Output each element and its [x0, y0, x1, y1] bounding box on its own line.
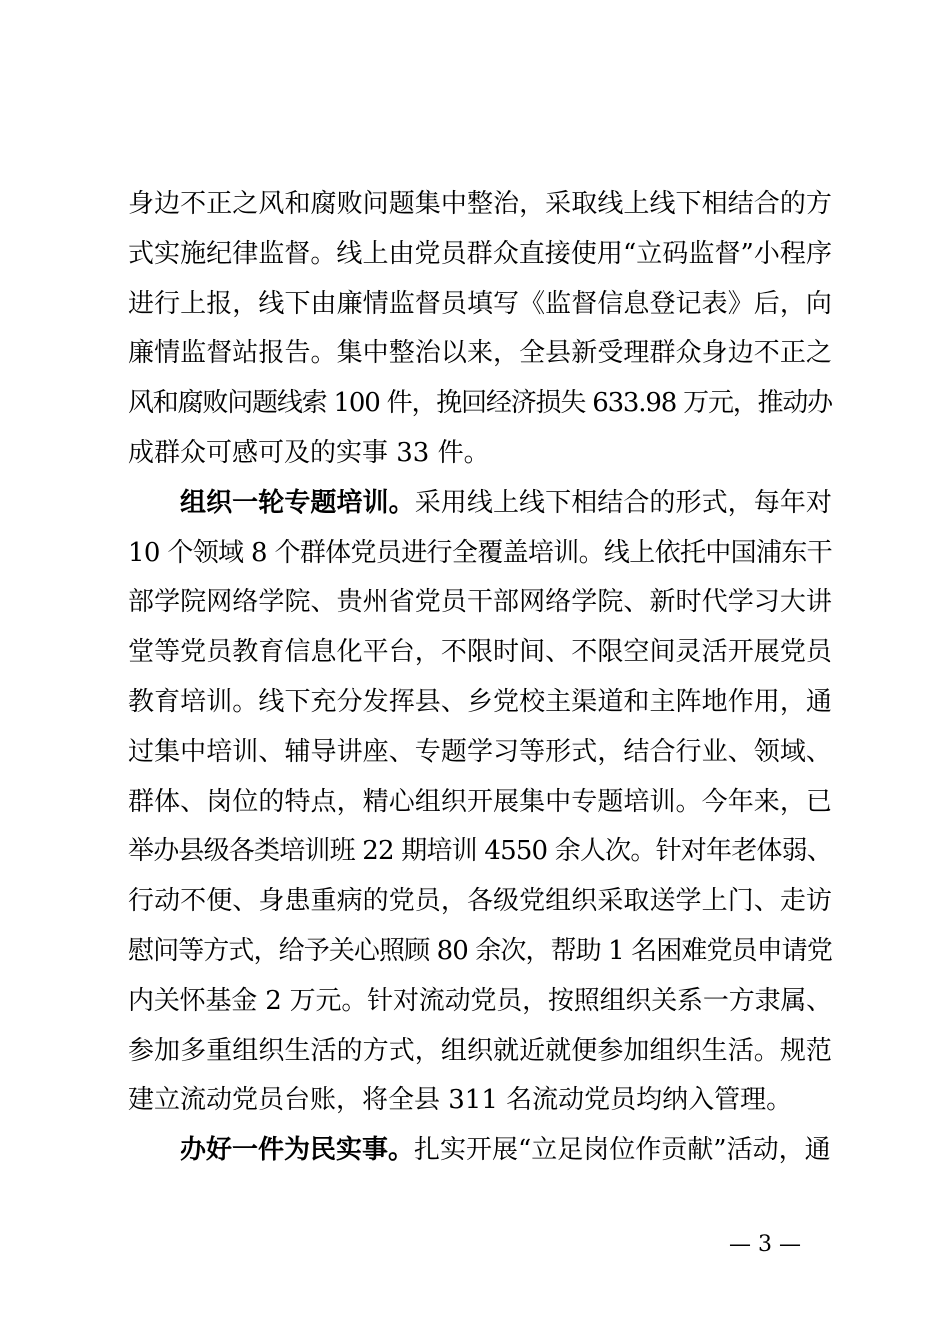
text-line: 慰问等方式，给予关心照顾 80 余次，帮助 1 名困难党员申请党 [128, 935, 832, 966]
text-line: 风和腐败问题线索 100 件，挽回经济损失 633.98 万元，推动办 [128, 388, 832, 419]
paragraph-supervision [128, 180, 832, 479]
text-line: 参加多重组织生活的方式，组织就近就便参加组织生活。规范 [128, 1035, 832, 1066]
text-line: 建立流动党员台账，将全县 311 名流动党员均纳入管理。 [128, 1085, 793, 1116]
text-line: 10 个领域 8 个群体党员进行全覆盖培训。线上依托中国浦东干 [128, 537, 832, 568]
text-line: 堂等党员教育信息化平台，不限时间、不限空间灵活开展党员 [128, 637, 832, 668]
text-line: 部学院网络学院、贵州省党员干部网络学院、新时代学习大讲 [128, 587, 832, 618]
paragraph-heading: 组织一轮专题培训。 [180, 487, 415, 518]
paragraph-first-line [128, 1126, 832, 1176]
text-line: 成群众可感可及的实事 33 件。 [128, 437, 490, 468]
text-line: 进行上报，线下由廉情监督员填写《监督信息登记表》后，向 [128, 288, 832, 319]
page-number: — 3 — [729, 1232, 801, 1257]
text-line: 身边不正之风和腐败问题集中整治，采取线上线下相结合的方 [128, 189, 832, 219]
text-line: 过集中培训、辅导讲座、专题学习等形式，结合行业、领域、 [128, 736, 832, 767]
text-line: 行动不便、身患重病的党员，各级党组织采取送学上门、走访 [128, 886, 832, 917]
paragraph-first-line-text: 采用线上线下相结合的形式，每年对 [414, 487, 832, 518]
text-line: 式实施纪律监督。线上由党员群众直接使用“立码监督”小程序 [128, 238, 832, 269]
paragraph-training [128, 479, 832, 1126]
text-line: 教育培训。线下充分发挥县、乡党校主渠道和主阵地作用，通 [128, 686, 832, 717]
paragraph-first-line-text: 扎实开展“立足岗位作贡献”活动，通 [414, 1135, 831, 1166]
text-line: 群体、岗位的特点，精心组织开展集中专题培训。今年来，已 [128, 786, 832, 817]
text-line: 廉情监督站报告。集中整治以来，全县新受理群众身边不正之 [128, 338, 832, 369]
document-body [128, 180, 832, 1176]
paragraph-first-line [128, 479, 832, 529]
paragraph-practical-matters [128, 1126, 832, 1176]
paragraph-heading: 办好一件为民实事。 [180, 1135, 415, 1166]
text-line: 内关怀基金 2 万元。针对流动党员，按照组织关系一方隶属、 [128, 985, 832, 1016]
text-line: 举办县级各类培训班 22 期培训 4550 余人次。针对年老体弱、 [128, 836, 832, 867]
